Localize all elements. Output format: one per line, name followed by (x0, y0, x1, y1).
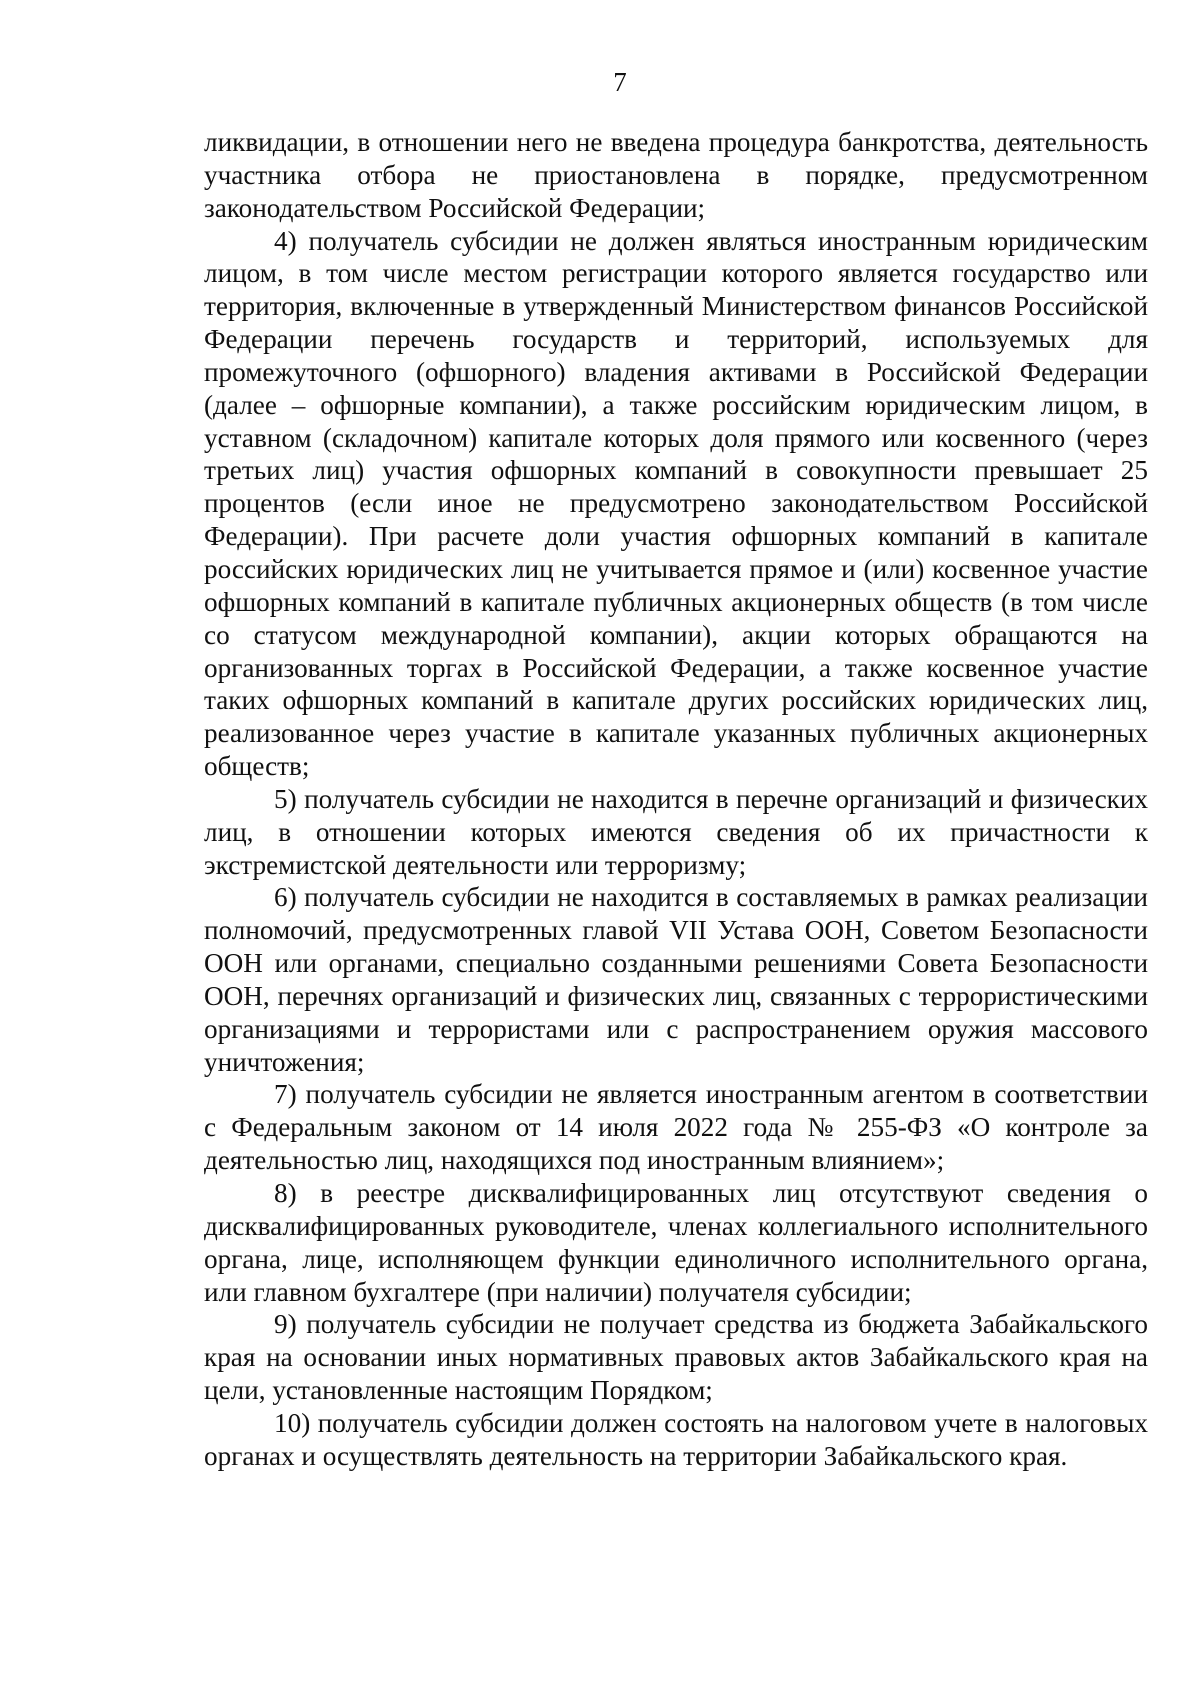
paragraph-item-8: 8) в реестре дисквалифицированных лиц отсутствуют сведения о дисквалифицированных руководителе, членах коллегиального исполнительного органа, лице, исполняющем функции единоличного исполнительного органа, или главном бухгалтере (при наличии) получателя субсидии; (204, 1178, 1148, 1307)
paragraph-item-9: 9) получатель субсидии не получает средства из бюджета Забайкальского края на основании иных нормативных правовых актов Забайкальского края на цели, установленные настоящим Порядком; (204, 1309, 1148, 1406)
paragraph-item-5: 5) получатель субсидии не находится в перечне организаций и физических лиц, в отношении которых имеются сведения об их причастности к экстремистской деятельности или терроризму; (204, 783, 1148, 880)
paragraph-item-6: 6) получатель субсидии не находится в составляемых в рамках реализации полномочий, предусмотренных главой VII Устава ООН, Советом Безопасности ООН или органами, специально созданными решениями Совета Безопасности ООН, перечнях организаций и физических лиц, связанных с террористическими организациями и террористами или с распространением оружия массового уничтожения; (204, 882, 1148, 1077)
document-body (204, 126, 1148, 1473)
paragraph-liquidation-continuation: ликвидации, в отношении него не введена процедура банкротства, деятельность участника отбора не приостановлена в порядке, предусмотренном законодательством Российской Федерации; (204, 127, 1148, 223)
paragraph-item-10: 10) получатель субсидии должен состоять на налоговом учете в налоговых органах и осуществлять деятельность на территории Забайкальского края. (204, 1407, 1148, 1471)
page-number: 7 (613, 67, 627, 97)
paragraph-item-4: 4) получатель субсидии не должен являться иностранным юридическим лицом, в том числе местом регистрации которого является государство или территория, включенные в утвержденный Министерством финансов Российской Федерации перечень государств и территорий, используемых для промежуточного (офшорного) владения активами в Российской Федерации (далее – офшорные компании), а также российским юридическим лицом, в уставном (складочном) капитале которых доля прямого или косвенного (через третьих лиц) участия офшорных компаний в совокупности превышает 25 процентов (если иное не предусмотрено законодательством Российской Федерации). При расчете доли участия офшорных компаний в капитале российских юридических лиц не учитывается прямое и (или) косвенное участие офшорных компаний в капитале публичных акционерных обществ (в том числе со статусом международной компании), акции которых обращаются на организованных торгах в Российской Федерации, а также косвенное участие таких офшорных компаний в капитале других российских юридических лиц, реализованное через участие в капитале указанных публичных акционерных обществ; (204, 225, 1148, 782)
paragraph-item-7: 7) получатель субсидии не является иностранным агентом в соответствии с Федеральным законом от 14 июля 2022 года № 255-ФЗ «О контроле за деятельностью лиц, находящихся под иностранным влиянием»; (204, 1079, 1148, 1176)
